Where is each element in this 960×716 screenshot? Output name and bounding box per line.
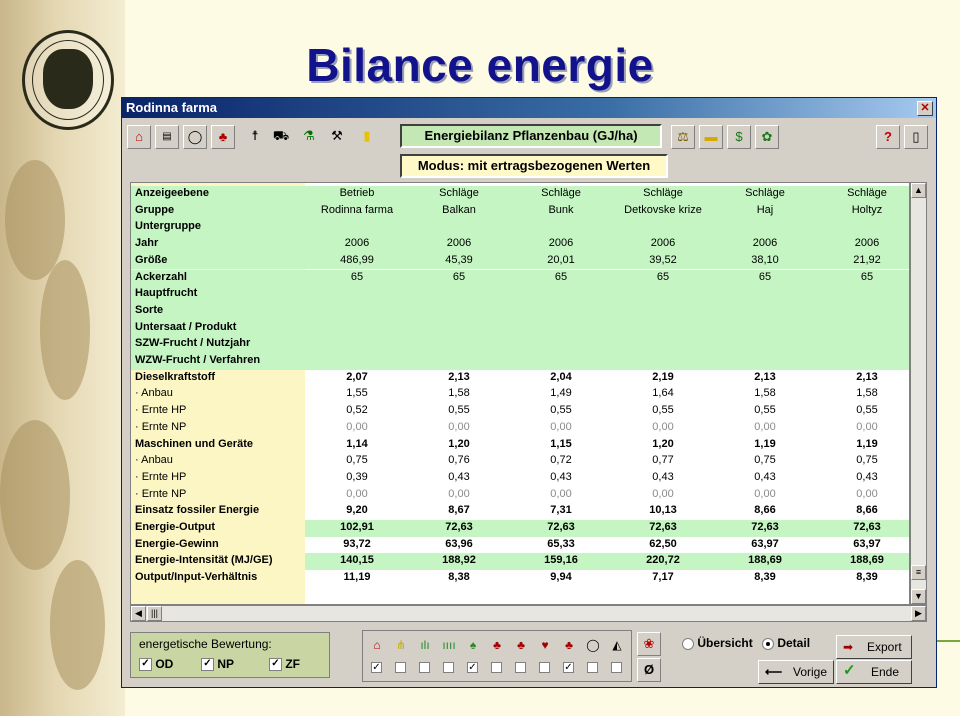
table-cell: 0,72 xyxy=(550,454,572,467)
row-label: Untergruppe xyxy=(135,220,201,233)
table-cell: 0,43 xyxy=(652,470,674,483)
table-row xyxy=(131,203,910,220)
table-cell: 0,75 xyxy=(754,454,776,467)
table-cell: 2006 xyxy=(752,237,778,250)
table-cell: 72,63 xyxy=(751,521,779,533)
overview-radio-dot[interactable] xyxy=(682,638,694,650)
row-label: · Anbau xyxy=(135,454,173,467)
filter-checkbox-10[interactable] xyxy=(587,662,598,673)
table-cell: Bunk xyxy=(548,203,574,216)
plough-icon[interactable]: ⚒ xyxy=(331,128,343,143)
table-cell: 63,97 xyxy=(751,537,779,550)
table-cell: 0,00 xyxy=(754,420,776,433)
filter-checkbox-11[interactable] xyxy=(611,662,622,673)
table-cell: 0,43 xyxy=(448,470,470,483)
table-row xyxy=(131,386,910,403)
horizontal-scrollbar[interactable] xyxy=(130,605,927,622)
table-cell: 65,33 xyxy=(547,537,575,550)
row-label: Hauptfrucht xyxy=(135,287,198,300)
table-cell: 45,39 xyxy=(445,253,473,266)
table-cell: 1,55 xyxy=(346,387,368,400)
table-cell: 65 xyxy=(452,270,466,283)
table-row xyxy=(131,303,910,320)
end-button[interactable]: ✓ Ende xyxy=(836,660,912,684)
table-cell: Rodinna farma xyxy=(320,203,394,216)
table-cell: 11,19 xyxy=(343,571,371,584)
overview-radio[interactable]: Übersicht xyxy=(682,636,753,650)
energy-table xyxy=(130,182,910,605)
table-cell: Betrieb xyxy=(339,187,375,199)
table-cell: 0,43 xyxy=(856,470,878,483)
detail-radio-dot[interactable] xyxy=(762,638,774,650)
table-cell: 21,92 xyxy=(853,253,881,266)
row-label: Einsatz fossiler Energie xyxy=(135,504,260,517)
table-cell: 9,94 xyxy=(550,571,572,584)
table-cell: 0,00 xyxy=(856,487,878,500)
table-row xyxy=(131,353,910,370)
table-cell: 2,13 xyxy=(448,370,470,383)
row-label: Sorte xyxy=(135,303,164,316)
table-row xyxy=(131,537,910,554)
table-cell: 0,00 xyxy=(856,420,878,433)
table-cell: Schläge xyxy=(847,187,887,199)
table-cell: 0,52 xyxy=(346,404,368,417)
plants-icon[interactable]: ✿ xyxy=(755,125,779,149)
window-toggle-icon[interactable]: ▯ xyxy=(904,125,928,149)
table-cell: 72,63 xyxy=(445,521,473,533)
grain-filter-icon[interactable]: ⋔ xyxy=(395,638,407,652)
row-label: · Ernte HP xyxy=(135,470,187,483)
table-cell: 0,39 xyxy=(346,470,368,483)
table-cell: 0,55 xyxy=(856,404,878,417)
sprayer-icon[interactable]: ⚗ xyxy=(303,128,315,143)
table-row xyxy=(131,253,910,270)
table-cell: 159,16 xyxy=(544,554,578,567)
back-arrow-icon: ⟵ xyxy=(765,665,783,679)
filter-checkbox-3[interactable] xyxy=(419,662,430,673)
table-cell: 1,19 xyxy=(754,437,776,450)
table-row xyxy=(131,437,910,454)
table-cell: 65 xyxy=(350,270,364,283)
table-cell: 10,13 xyxy=(649,504,677,517)
table-cell: 1,19 xyxy=(856,437,878,450)
money-icon[interactable]: $ xyxy=(727,125,751,149)
row-label: Output/Input-Verhältnis xyxy=(135,571,258,584)
table-cell: 0,00 xyxy=(754,487,776,500)
evaluation-option-zf[interactable]: ✓ ZF xyxy=(269,657,300,671)
checkmark-icon: ✓ xyxy=(843,662,856,679)
export-button[interactable]: ➡ Export xyxy=(836,635,912,659)
table-cell: 93,72 xyxy=(343,537,371,550)
evaluation-panel xyxy=(130,632,330,678)
table-cell: 188,69 xyxy=(748,554,782,567)
scroll-thumb[interactable]: ≡ xyxy=(911,565,926,580)
table-cell: 1,49 xyxy=(550,387,572,400)
hscroll-thumb[interactable]: ||| xyxy=(147,606,162,621)
table-row xyxy=(131,453,910,470)
scroll-left-icon[interactable]: ◀ xyxy=(131,606,146,621)
app-window xyxy=(121,97,937,688)
table-row xyxy=(131,320,910,337)
worker-icon[interactable]: ☨ xyxy=(251,128,259,143)
window-title: Rodinna farma xyxy=(126,100,218,115)
table-cell: Balkan xyxy=(442,203,476,216)
table-cell: 0,75 xyxy=(346,454,368,467)
table-cell: 2,07 xyxy=(346,370,368,383)
heap-filter-icon[interactable]: ◭ xyxy=(612,638,622,652)
table-cell: 20,01 xyxy=(547,253,575,266)
filter-checkbox-8[interactable] xyxy=(539,662,550,673)
average-icon[interactable]: Ø xyxy=(637,658,661,682)
table-row xyxy=(131,520,910,537)
table-cell: 0,75 xyxy=(856,454,878,467)
table-row xyxy=(131,503,910,520)
scroll-down-icon[interactable]: ▼ xyxy=(911,589,926,604)
filter-checkbox-4[interactable] xyxy=(443,662,454,673)
table-cell: 72,63 xyxy=(649,521,677,533)
row-label: Energie-Intensität (MJ/GE) xyxy=(135,554,273,567)
table-cell: 0,00 xyxy=(448,420,470,433)
table-cell: 2,04 xyxy=(550,370,572,383)
grass-filter-icon[interactable]: ıııı xyxy=(442,638,456,652)
close-button[interactable]: ✕ xyxy=(917,101,933,116)
beet2-filter-icon[interactable]: ♣ xyxy=(517,638,525,652)
row-label: Ackerzahl xyxy=(135,270,187,283)
table-cell: 2006 xyxy=(650,237,676,250)
scroll-right-icon[interactable]: ▶ xyxy=(911,606,926,621)
table-cell: Schläge xyxy=(745,187,785,199)
table-row xyxy=(131,219,910,236)
np-checkbox[interactable]: ✓ xyxy=(201,658,214,671)
table-cell: Schläge xyxy=(643,187,683,199)
balance-icon[interactable]: ⚖ xyxy=(671,125,695,149)
table-cell: 0,55 xyxy=(550,404,572,417)
back-button[interactable]: ⟵ Vorige xyxy=(758,660,834,684)
table-cell: 63,96 xyxy=(445,537,473,550)
row-label: Maschinen und Geräte xyxy=(135,437,253,450)
crop-icon[interactable]: ♣ xyxy=(211,125,235,149)
table-cell: 0,00 xyxy=(346,487,368,500)
table-cell: 2006 xyxy=(854,237,880,250)
table-cell: 0,55 xyxy=(652,404,674,417)
scroll-up-icon[interactable]: ▲ xyxy=(911,183,926,198)
table-cell: 2,13 xyxy=(856,370,878,383)
filter-checkbox-5[interactable]: ✓ xyxy=(468,662,477,673)
table-cell: 102,91 xyxy=(340,521,374,533)
row-label: · Ernte NP xyxy=(135,420,187,433)
slide-title: Bilance energie xyxy=(306,39,654,91)
help-button[interactable]: ? xyxy=(876,125,900,149)
window-titlebar[interactable] xyxy=(122,98,936,118)
potato-filter-icon[interactable]: ♣ xyxy=(565,638,573,652)
table-cell: 65 xyxy=(656,270,670,283)
od-checkbox[interactable]: ✓ xyxy=(139,658,152,671)
table-cell: 0,00 xyxy=(550,487,572,500)
export-icon: ➡ xyxy=(843,640,854,654)
table-cell: 1,20 xyxy=(652,437,674,450)
row-label: · Ernte HP xyxy=(135,404,187,417)
table-cell: 8,66 xyxy=(856,504,878,517)
row-label: Energie-Gewinn xyxy=(135,537,219,550)
table-cell: 1,14 xyxy=(346,437,368,450)
mode-display: Modus: mit ertragsbezogenen Werten xyxy=(400,154,668,178)
table-cell: 0,76 xyxy=(448,454,470,467)
table-cell: 38,10 xyxy=(751,253,779,266)
table-cell: 65 xyxy=(860,270,874,283)
table-cell: 0,00 xyxy=(346,420,368,433)
table-cell: 2006 xyxy=(446,237,472,250)
table-cell: 63,97 xyxy=(853,537,881,550)
row-label: Anzeigeebene xyxy=(135,187,209,199)
report-title-display: Energiebilanz Pflanzenbau (GJ/ha) xyxy=(400,124,662,148)
filter-checkbox-1[interactable]: ✓ xyxy=(372,662,381,673)
filter-checkbox-7[interactable] xyxy=(515,662,526,673)
maize-filter-icon[interactable]: ♠ xyxy=(469,638,477,652)
table-cell: 65 xyxy=(554,270,568,283)
table-cell: Holtyz xyxy=(851,203,883,216)
table-cell: 220,72 xyxy=(646,554,680,567)
row-label: · Ernte NP xyxy=(135,487,187,500)
soil-icon[interactable]: ◯ xyxy=(183,125,207,149)
table-row xyxy=(131,270,910,287)
filter-checkbox-6[interactable] xyxy=(491,662,502,673)
table-cell: Schläge xyxy=(541,187,581,199)
table-cell: 8,39 xyxy=(754,571,776,584)
filter-checkbox-9[interactable]: ✓ xyxy=(564,662,573,673)
table-row xyxy=(131,487,910,504)
evaluation-option-od[interactable]: ✓ OD xyxy=(139,657,173,671)
table-cell: 0,55 xyxy=(754,404,776,417)
table-row xyxy=(131,420,910,437)
farm-filter-icon[interactable]: ⌂ xyxy=(373,638,381,652)
detail-radio[interactable]: Detail xyxy=(762,636,810,650)
table-cell: Haj xyxy=(756,203,774,216)
table-cell: 7,17 xyxy=(652,571,674,584)
crop-filter-panel xyxy=(362,630,632,682)
table-cell: 72,63 xyxy=(547,521,575,533)
vertical-scrollbar[interactable] xyxy=(910,182,927,605)
table-row xyxy=(131,236,910,253)
table-cell: 0,55 xyxy=(448,404,470,417)
row-label: Jahr xyxy=(135,237,159,250)
table-cell: 65 xyxy=(758,270,772,283)
table-cell: 0,00 xyxy=(652,420,674,433)
evaluation-option-np[interactable]: ✓ NP xyxy=(201,657,234,671)
row-label: · Anbau xyxy=(135,387,173,400)
table-cell: 2006 xyxy=(548,237,574,250)
table-cell: Schläge xyxy=(439,187,479,199)
table-cell: 0,43 xyxy=(754,470,776,483)
table-row xyxy=(131,286,910,303)
crop-all-icon[interactable]: ❀ xyxy=(637,632,661,656)
table-cell: Detkovske krize xyxy=(624,203,702,216)
row-label: Untersaat / Produkt xyxy=(135,320,237,333)
table-row xyxy=(131,370,910,387)
yield-icon[interactable]: ▬ xyxy=(699,125,723,149)
table-cell: 9,20 xyxy=(346,504,368,517)
table-row xyxy=(131,570,910,587)
sprout-filter-icon[interactable]: ılı xyxy=(420,638,430,652)
table-cell: 0,00 xyxy=(652,487,674,500)
row-label: SZW-Frucht / Nutzjahr xyxy=(135,337,251,350)
table-cell: 39,52 xyxy=(649,253,677,266)
beet-filter-icon[interactable]: ♣ xyxy=(493,638,501,652)
row-label: Energie-Output xyxy=(135,521,216,533)
table-row xyxy=(131,470,910,487)
drop-filter-icon[interactable]: ◯ xyxy=(586,638,600,652)
table-row xyxy=(131,553,910,570)
table-cell: 2,19 xyxy=(652,370,674,383)
table-cell: 0,00 xyxy=(448,487,470,500)
table-row xyxy=(131,336,910,353)
table-cell: 1,64 xyxy=(652,387,674,400)
row-label: Größe xyxy=(135,253,168,266)
radish-filter-icon[interactable]: ♥ xyxy=(541,638,549,652)
table-cell: 2,13 xyxy=(754,370,776,383)
table-cell: 140,15 xyxy=(340,554,374,567)
table-row xyxy=(131,403,910,420)
farm-icon[interactable]: ⌂ xyxy=(127,125,151,149)
table-cell: 8,66 xyxy=(754,504,776,517)
table-cell: 8,67 xyxy=(448,504,470,517)
filter-checkbox-2[interactable] xyxy=(395,662,406,673)
row-label: Dieselkraftstoff xyxy=(135,370,216,383)
tractor-icon[interactable]: ⛟ xyxy=(272,128,290,143)
table-cell: 8,39 xyxy=(856,571,878,584)
table-cell: 72,63 xyxy=(853,521,881,533)
table-cell: 7,31 xyxy=(550,504,572,517)
row-label: Gruppe xyxy=(135,203,175,216)
evaluation-title: energetische Bewertung: xyxy=(139,637,272,651)
table-cell: 1,58 xyxy=(448,387,470,400)
table-cell: 1,58 xyxy=(856,387,878,400)
table-cell: 0,43 xyxy=(550,470,572,483)
table-row xyxy=(131,186,910,203)
table-cell: 1,58 xyxy=(754,387,776,400)
table-cell: 1,15 xyxy=(550,437,572,450)
table-cell: 0,77 xyxy=(652,454,674,467)
table-cell: 1,20 xyxy=(448,437,470,450)
table-cell: 188,69 xyxy=(850,554,884,567)
calendar-icon[interactable]: ▤ xyxy=(155,125,179,149)
row-label: WZW-Frucht / Verfahren xyxy=(135,354,261,366)
fuel-icon[interactable]: ▮ xyxy=(363,128,371,143)
table-cell: 188,92 xyxy=(442,554,476,567)
table-cell: 62,50 xyxy=(649,537,677,550)
table-cell: 2006 xyxy=(344,237,370,250)
table-cell: 8,38 xyxy=(448,571,470,584)
table-cell: 486,99 xyxy=(340,253,374,266)
table-cell: 0,00 xyxy=(550,420,572,433)
zf-checkbox[interactable]: ✓ xyxy=(269,658,282,671)
